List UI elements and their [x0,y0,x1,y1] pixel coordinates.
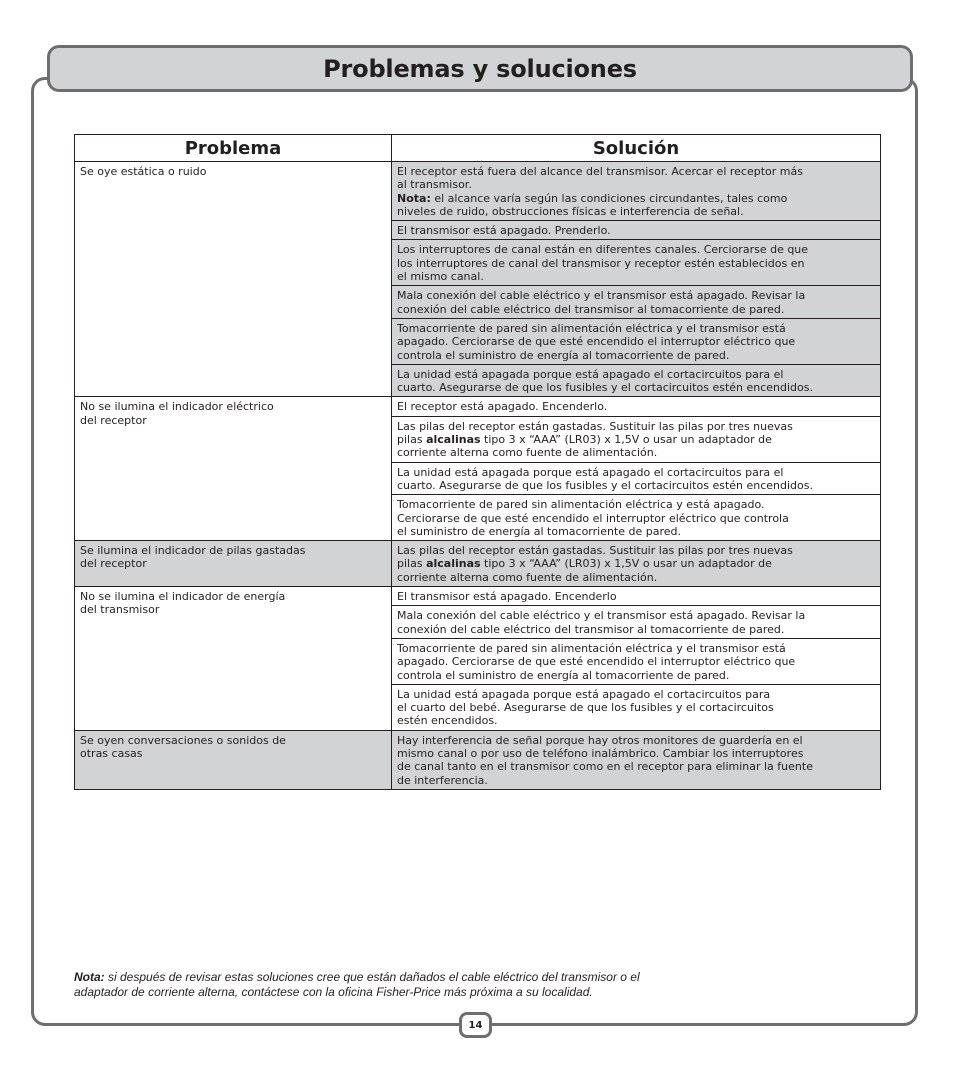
solution-text: el mismo canal. [397,270,484,284]
table-row [75,587,881,606]
problem-cell [75,162,392,397]
solution-text: conexión del cable eléctrico del transmisor al tomacorriente de pared. [397,622,785,636]
footnote-line: adaptador de corriente alterna, contáctese con la oficina Fisher-Price más próxima a su localidad. [74,985,593,999]
solution-text: Tomacorriente de pared sin alimentación eléctrica y está apagado. [397,498,765,512]
solution-text: controla el suministro de energía al tomacorriente de pared. [397,668,730,682]
page-title: Problemas y soluciones [323,54,637,83]
solution-cell [392,364,881,397]
solution-text: de canal tanto en el transmisor como en el receptor para eliminar la fuente [397,760,813,774]
solution-text: conexión del cable eléctrico del transmisor al tomacorriente de pared. [397,302,785,316]
problem-text: No se ilumina el indicador eléctrico [80,400,274,414]
solution-cell [392,541,881,587]
solution-text-part: tipo 3 x “AAA” (LR03) x 1,5V o usar un adaptador de [480,557,772,571]
footnote-label: Nota: [74,970,105,984]
solution-text-part: pilas [397,433,427,447]
solution-text: estén encendidos. [397,714,498,728]
footnote [74,970,874,1000]
table-row [75,730,881,789]
solution-cell [392,286,881,319]
solution-text: Las pilas del receptor están gastadas. Sustituir las pilas por tres nuevas [397,544,793,558]
solution-text: Los interruptores de canal están en diferentes canales. Cerciorarse de que [397,243,809,257]
solution-cell [392,730,881,789]
problem-cell [75,730,392,789]
solution-text: Mala conexión del cable eléctrico y el transmisor está apagado. Revisar la [397,609,806,623]
solution-cell [392,318,881,364]
solution-text: La unidad está apagada porque está apagado el cortacircuitos para el [397,465,784,479]
solution-text-part: pilas [397,557,427,571]
solution-text: El receptor está fuera del alcance del transmisor. Acercar el receptor más [397,165,803,178]
problem-text: Se oyen conversaciones o sonidos de [80,733,286,747]
solution-text: apagado. Cerciorarse de que esté encendido el interruptor eléctrico que [397,655,796,669]
table-header-row [75,135,881,162]
solution-text: el cuarto del bebé. Asegurarse de que los fusibles y el cortacircuitos [397,701,774,715]
troubleshooting-table [74,134,881,790]
problem-cell [75,397,392,541]
solution-text: El receptor está apagado. Encenderlo. [397,400,608,414]
solution-cell [392,240,881,286]
page-number: 14 [468,1019,483,1031]
solution-cell [392,462,881,495]
problem-text: Se oye estática o ruido [80,165,207,178]
solution-text: Tomacorriente de pared sin alimentación eléctrica y el transmisor está [397,321,786,335]
header-solution: Solución [392,135,881,162]
solution-text: Mala conexión del cable eléctrico y el transmisor está apagado. Revisar la [397,289,806,303]
solution-text: corriente alterna como fuente de alimentación. [397,570,658,584]
solution-text: corriente alterna como fuente de alimentación. [397,446,658,460]
solution-note [397,192,875,205]
solution-cell [392,587,881,606]
problem-text: No se ilumina el indicador de energía [80,590,286,604]
solution-bold-word: alcalinas [426,433,481,447]
problem-cell [75,541,392,587]
solution-text: mismo canal o por uso de teléfono inalámbrico. Cambiar los interruptores [397,746,804,760]
solution-text: Hay interferencia de señal porque hay otros monitores de guardería en el [397,733,803,747]
solution-text: apagado. Cerciorarse de que esté encendido el interruptor eléctrico que [397,335,796,349]
solution-text: Tomacorriente de pared sin alimentación eléctrica y el transmisor está [397,641,786,655]
solution-bold-word: alcalinas [426,557,481,571]
solution-cell [392,416,881,462]
solution-cell [392,397,881,416]
table-row [75,162,881,221]
table-row [75,397,881,416]
page-number-tab [459,1012,492,1038]
problem-text: del transmisor [80,603,160,617]
solution-text [397,557,875,570]
footnote-text: si después de revisar estas soluciones cree que están dañados el cable eléctrico del transmisor o el [104,970,640,984]
problem-text: otras casas [80,746,143,760]
solution-text: los interruptores de canal del transmisor y receptor estén establecidos en [397,256,805,270]
solution-text: La unidad está apagada porque está apagado el cortacircuitos para [397,687,771,701]
title-banner [47,45,913,92]
solution-cell [392,162,881,221]
solution-text: al transmisor. [397,178,472,192]
solution-cell [392,606,881,639]
note-text: el alcance varía según las condiciones circundantes, tales como [430,191,788,205]
note-label: Nota: [397,191,431,205]
footnote-line [74,970,874,985]
solution-text: niveles de ruido, obstrucciones físicas e interferencia de señal. [397,204,744,218]
solution-text: cuarto. Asegurarse de que los fusibles y el cortacircuitos estén encendidos. [397,478,813,492]
solution-cell [392,684,881,730]
solution-text: el suministro de energía al tomacorriente de pared. [397,524,682,538]
solution-text: cuarto. Asegurarse de que los fusibles y el cortacircuitos estén encendidos. [397,381,813,395]
problem-text: del receptor [80,413,147,427]
problem-cell [75,587,392,731]
table-row [75,541,881,587]
solution-cell [392,638,881,684]
solution-text [397,433,875,446]
solution-text: El transmisor está apagado. Encenderlo [397,590,617,604]
header-problem: Problema [75,135,392,162]
solution-text-part: tipo 3 x “AAA” (LR03) x 1,5V o usar un adaptador de [480,433,772,447]
solution-text: de interferencia. [397,773,488,787]
problem-text: Se ilumina el indicador de pilas gastadas [80,544,306,558]
solution-cell [392,495,881,541]
solution-text: controla el suministro de energía al tomacorriente de pared. [397,348,730,362]
solution-text: El transmisor está apagado. Prenderlo. [397,224,611,238]
solution-cell [392,221,881,240]
solution-text: Las pilas del receptor están gastadas. Sustituir las pilas por tres nuevas [397,419,793,433]
solution-text: La unidad está apagada porque está apagado el cortacircuitos para el [397,367,784,381]
solution-text: Cerciorarse de que esté encendido el interruptor eléctrico que controla [397,511,789,525]
problem-text: del receptor [80,557,147,571]
